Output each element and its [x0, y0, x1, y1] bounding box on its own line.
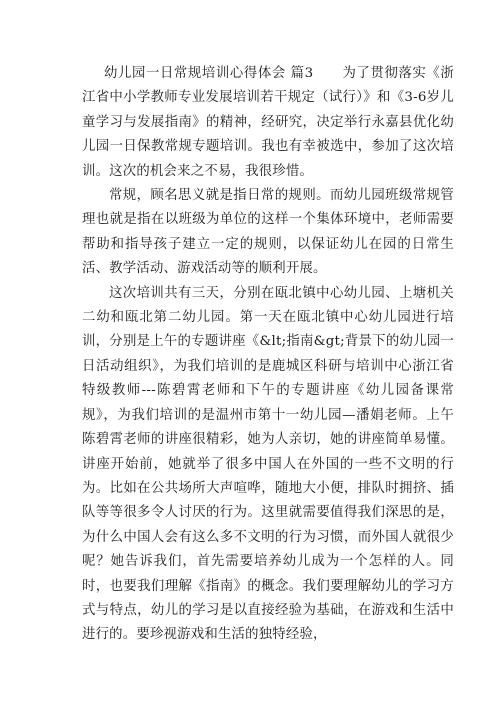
document-title: 幼儿园一日常规培训心得体会 篇3 [104, 66, 314, 81]
paragraph-3: 这次培训共有三天，分别在瓯北镇中心幼儿园、上塘机关二幼和瓯北第二幼儿园。第一天在瓯北镇中心幼儿园进行培训，分别是上午的专题讲座《&lt;指南&gt;背景下的幼儿园一日活动组织》，为我们培训的是鹿城区科研与培训中心浙江省特级教师---陈碧霄老师和下午的专题讲座《幼儿园备课常规》，为我们培训的是温州市第十一幼儿园—潘娟老师。上午陈碧霄老师的讲座很精彩，她为人亲切，她的讲座简单易懂。讲座开始前，她就举了很多中国人在外国的一些不文明的行为。比如在公共场所大声喧哗，随地大小便，排队时拥挤、插队等等很多令人讨厌的行为。这里就需要值得我们深思的是，为什么中国人会有这么多不文明的行为习惯，而外国人就很少呢？她告诉我们，首先需要培养幼儿成为一个怎样的人。同时，也要我们理解《指南》的概念。我们要理解幼儿的学习方式与特点，幼儿的学习是以直接经验为基础，在游戏和生活中进行的。要珍视游戏和生活的独特经验， [82, 285, 454, 643]
first-paragraph [82, 62, 454, 184]
paragraph-1-text: 为了贯彻落实《浙江省中小学教师专业发展培训若干规定（试行）》和《3-6岁儿童学习与发展指南》的精神，经研究，决定举行永嘉县优化幼儿园一日保教常规专题培训。我也有幸被选中，参加了这次培训。这次的机会来之不易，我很珍惜。 [82, 66, 454, 179]
document-body [82, 62, 454, 648]
paragraph-2: 常规，顾名思义就是指日常的规则。而幼儿园班级常规管理也就是指在以班级为单位的这样一个集体环境中，老师需要帮助和指导孩子建立一定的规则，以保证幼儿在园的日常生活、教学活动、游戏活动等的顺利开展。 [82, 188, 454, 277]
title-spacer [313, 66, 342, 81]
